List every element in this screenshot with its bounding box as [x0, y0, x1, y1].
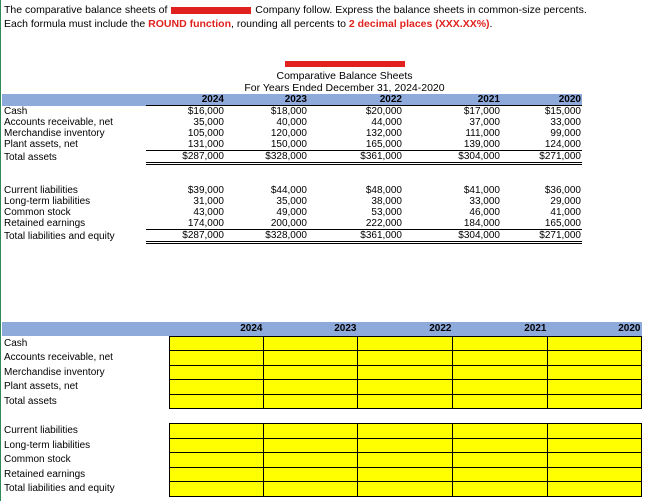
year-header: 2020: [548, 322, 642, 336]
cell-value: 124,000: [501, 139, 582, 151]
cell-value: $271,000: [501, 151, 582, 164]
cell-value: 111,000: [465, 128, 500, 139]
percent-input-cell[interactable]: [358, 467, 453, 482]
percent-input-cell[interactable]: [170, 365, 264, 380]
cell-value: 174,000: [146, 218, 225, 230]
table-row: [2, 365, 642, 380]
cell-value: 165,000: [501, 218, 582, 230]
table-row: [2, 218, 582, 230]
left-border-line: [0, 0, 1, 501]
percent-input-cell[interactable]: [264, 482, 358, 497]
row-label: Total liabilities and equity: [4, 483, 115, 494]
percent-input-cell[interactable]: [548, 482, 642, 497]
table-row: [2, 117, 582, 128]
row-label: Long-term liabilities: [4, 439, 91, 451]
row-label: Current liabilities: [4, 185, 78, 196]
percent-input-cell[interactable]: [548, 336, 642, 351]
cell-value: 35,000: [276, 196, 307, 207]
cell-value: 131,000: [146, 139, 225, 151]
cell-value: 132,000: [365, 128, 402, 139]
total-row: [2, 151, 582, 164]
table-row: [2, 467, 642, 482]
table-row: [2, 185, 582, 196]
percent-input-cell[interactable]: [264, 351, 358, 366]
cell-value: $48,000: [365, 185, 402, 196]
cell-value: 37,000: [469, 117, 500, 128]
cell-value: 31,000: [193, 196, 224, 207]
percent-input-cell[interactable]: [264, 365, 358, 380]
percent-input-cell[interactable]: [264, 424, 358, 439]
cell-value: $287,000: [146, 151, 225, 164]
percent-input-cell[interactable]: [170, 482, 264, 497]
percent-input-cell[interactable]: [358, 482, 453, 497]
percent-input-cell[interactable]: [453, 438, 548, 453]
instructions: [4, 3, 654, 31]
percent-input-cell[interactable]: [170, 380, 264, 395]
table-row: [2, 196, 582, 207]
percent-input-cell[interactable]: [358, 394, 453, 409]
table-row: [2, 106, 582, 118]
cell-value: $304,000: [403, 151, 501, 164]
percent-input-cell[interactable]: [548, 365, 642, 380]
table-row: [2, 453, 642, 468]
cell-value: $36,000: [544, 185, 581, 196]
report-period: For Years Ended December 31, 2024-2020: [244, 82, 445, 94]
percent-input-cell[interactable]: [170, 424, 264, 439]
cell-value: $15,000: [544, 106, 581, 117]
cell-value: 33,000: [550, 117, 581, 128]
instruction-line-2: Each formula must include the ROUND function, rounding all percents to 2 decimal places (XXX.XX%).: [4, 18, 493, 30]
row-label: Retained earnings: [4, 468, 86, 480]
percent-input-cell[interactable]: [453, 467, 548, 482]
cell-value: $39,000: [187, 185, 224, 196]
year-header: 2022: [308, 94, 403, 106]
percent-input-cell[interactable]: [453, 394, 548, 409]
percent-input-cell[interactable]: [548, 394, 642, 409]
percent-input-cell[interactable]: [453, 336, 548, 351]
report-title: Comparative Balance Sheets: [276, 70, 413, 82]
row-label: Current liabilities: [4, 425, 78, 436]
common-size-table: [2, 322, 642, 497]
percent-input-cell[interactable]: [548, 380, 642, 395]
percent-input-cell[interactable]: [453, 482, 548, 497]
cell-value: 35,000: [193, 117, 224, 128]
row-label: Retained earnings: [4, 218, 86, 230]
row-label: Accounts receivable, net: [4, 117, 113, 128]
percent-input-cell[interactable]: [170, 351, 264, 366]
percent-input-cell[interactable]: [548, 424, 642, 439]
cell-value: $18,000: [270, 106, 307, 117]
cell-value: 44,000: [371, 117, 402, 128]
year-header-row: [2, 322, 642, 336]
cell-value: 53,000: [371, 207, 402, 218]
percent-input-cell[interactable]: [358, 380, 453, 395]
row-label: Cash: [4, 337, 28, 349]
percent-input-cell[interactable]: [548, 438, 642, 453]
cell-value: $304,000: [403, 230, 501, 243]
redacted-company-name: [171, 7, 251, 14]
cell-value: $328,000: [225, 151, 308, 164]
percent-input-cell[interactable]: [264, 453, 358, 468]
row-label: Plant assets, net: [4, 381, 78, 392]
percent-input-cell[interactable]: [264, 467, 358, 482]
cell-value: 46,000: [469, 207, 500, 218]
total-row: [2, 230, 582, 243]
percent-input-cell[interactable]: [358, 336, 453, 351]
percent-input-cell[interactable]: [170, 467, 264, 482]
year-header: 2021: [403, 94, 501, 106]
cell-value: 33,000: [469, 196, 500, 207]
cell-value: 150,000: [225, 139, 308, 151]
instruction-line-1: The comparative balance sheets of Company follow. Express the balance sheets in common-size percents.: [4, 4, 587, 16]
percent-input-cell[interactable]: [453, 365, 548, 380]
cell-value: 41,000: [550, 207, 581, 218]
cell-value: 99,000: [550, 128, 581, 139]
table-row: [2, 351, 642, 366]
percent-input-cell[interactable]: [264, 336, 358, 351]
percent-input-cell[interactable]: [358, 351, 453, 366]
cell-value: $271,000: [501, 230, 582, 243]
row-label: Cash: [4, 105, 28, 117]
table-row: [2, 380, 642, 395]
cell-value: $41,000: [463, 185, 500, 196]
year-header: 2023: [264, 322, 358, 336]
cell-value: 120,000: [270, 128, 307, 139]
percent-input-cell[interactable]: [453, 453, 548, 468]
percent-input-cell[interactable]: [548, 453, 642, 468]
cell-value: 29,000: [550, 196, 581, 207]
year-header: 2021: [453, 322, 548, 336]
table-row: [2, 139, 582, 151]
row-label: Total liabilities and equity: [4, 230, 115, 242]
year-header: 2024: [146, 94, 225, 106]
percent-input-cell[interactable]: [264, 438, 358, 453]
cell-value: $328,000: [225, 230, 308, 243]
table-row: [2, 438, 642, 453]
redacted-company-title: [285, 61, 405, 67]
row-label: Common stock: [4, 207, 71, 218]
percent-input-cell[interactable]: [358, 438, 453, 453]
cell-value: 38,000: [371, 196, 402, 207]
cell-value: 49,000: [276, 207, 307, 218]
percent-input-cell[interactable]: [264, 394, 358, 409]
year-header: 2023: [225, 94, 308, 106]
cell-value: $287,000: [146, 230, 225, 243]
year-header: 2020: [501, 94, 582, 106]
percent-input-cell[interactable]: [170, 336, 264, 351]
cell-value: 40,000: [276, 117, 307, 128]
cell-value: $44,000: [270, 185, 307, 196]
cell-value: $20,000: [365, 106, 402, 117]
percent-input-cell[interactable]: [264, 380, 358, 395]
cell-value: 222,000: [308, 218, 403, 230]
cell-value: 105,000: [187, 128, 224, 139]
year-header-row: [2, 94, 582, 106]
percent-input-cell[interactable]: [170, 453, 264, 468]
percent-input-cell[interactable]: [170, 394, 264, 409]
row-label: Merchandise inventory: [4, 128, 105, 139]
table-row: [2, 482, 642, 497]
cell-value: $361,000: [308, 230, 403, 243]
year-header: 2022: [358, 322, 453, 336]
percent-input-cell[interactable]: [358, 453, 453, 468]
table-row: [2, 424, 642, 439]
percent-input-cell[interactable]: [358, 365, 453, 380]
cell-value: 165,000: [308, 139, 403, 151]
table-row: [2, 128, 582, 139]
year-header: 2024: [170, 322, 264, 336]
table-row: [2, 336, 642, 351]
cell-value: $16,000: [187, 106, 224, 117]
row-label: Total assets: [4, 395, 57, 407]
cell-value: 139,000: [403, 139, 501, 151]
row-label: Merchandise inventory: [4, 366, 105, 378]
balance-sheet-table: [2, 94, 582, 244]
table-row: [2, 207, 582, 218]
percent-input-cell[interactable]: [453, 380, 548, 395]
row-label: Common stock: [4, 454, 71, 465]
cell-value: 200,000: [225, 218, 308, 230]
row-label: Total assets: [4, 151, 57, 163]
percent-input-cell[interactable]: [170, 438, 264, 453]
percent-input-cell[interactable]: [358, 424, 453, 439]
percent-input-cell[interactable]: [548, 351, 642, 366]
table-row: [2, 394, 642, 409]
row-label: Long-term liabilities: [4, 196, 91, 207]
cell-value: 184,000: [403, 218, 501, 230]
report-header: [222, 58, 467, 94]
cell-value: $17,000: [463, 106, 500, 117]
row-label: Plant assets, net: [4, 139, 78, 151]
percent-input-cell[interactable]: [548, 467, 642, 482]
percent-input-cell[interactable]: [453, 424, 548, 439]
percent-input-cell[interactable]: [453, 351, 548, 366]
cell-value: $361,000: [308, 151, 403, 164]
row-label: Accounts receivable, net: [4, 352, 113, 363]
cell-value: 43,000: [193, 207, 224, 218]
